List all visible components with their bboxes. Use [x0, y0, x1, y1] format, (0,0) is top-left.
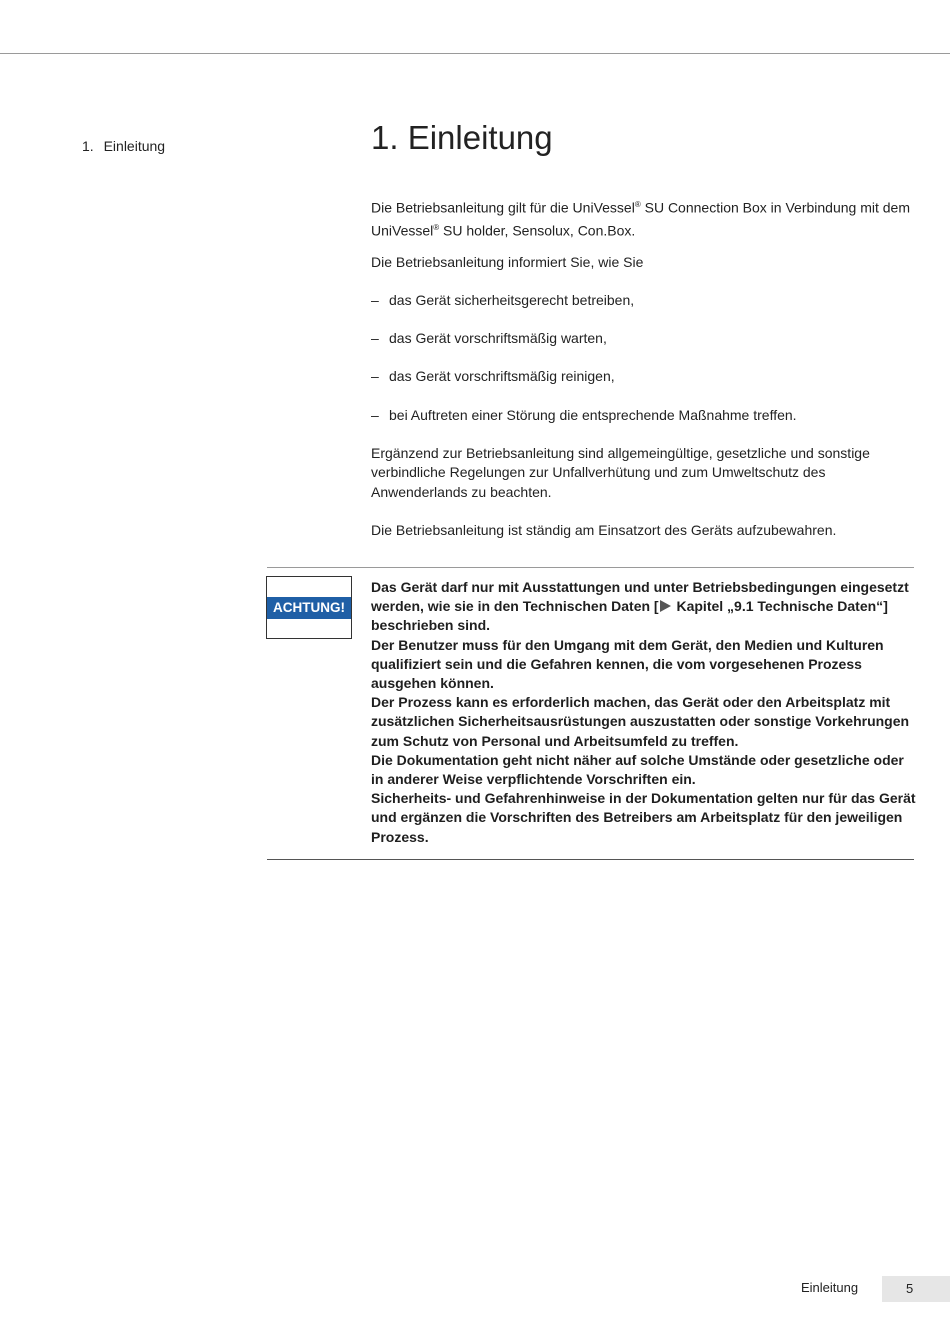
intro-text-part: SU Connection Box in Verbindung mit dem UniVessel	[371, 199, 910, 239]
bullet-dash: –	[371, 292, 379, 308]
warning-paragraph: Der Benutzer muss für den Umgang mit dem Gerät, den Medien und Kulturen qualifiziert sein und die Gefahren kennen, die vom vorgesehenen Prozess ausgehen können.	[371, 636, 884, 692]
warning-paragraph: Die Dokumentation geht nicht näher auf solche Umstände oder gesetzliche oder in anderer Weise verpflichtende Vorschriften ein.	[371, 751, 904, 788]
bullet-dash: –	[371, 368, 379, 384]
sidebar-chapter-label: Einleitung	[103, 138, 166, 154]
page-number: 5	[882, 1276, 950, 1302]
warning-text	[371, 578, 919, 847]
registered-mark: ®	[433, 222, 440, 232]
list-item-text: bei Auftreten einer Störung die entsprechende Maßnahme treffen.	[389, 407, 797, 423]
bullet-dash: –	[371, 407, 379, 423]
warning-paragraph: Der Prozess kann es erforderlich machen, das Gerät oder den Arbeitsplatz mit zusätzlichen Sicherheitsausrüstungen auszustatten oder sonstige Vorkehrungen zum Schutz von Personal und Arbeitsumfeld zu treffen.	[371, 694, 910, 749]
intro-paragraph-scope	[371, 195, 916, 241]
footer-section-label: Einleitung	[801, 1280, 859, 1295]
bullet-dash: –	[371, 330, 379, 346]
cross-reference-link[interactable]: Kapitel „9.1 Technische Daten“	[676, 598, 884, 615]
intro-text-part: SU holder, Sensolux, Con.Box.	[439, 222, 636, 239]
warning-paragraph	[371, 578, 919, 636]
list-item-text: das Gerät sicherheitsgerecht betreiben,	[389, 292, 635, 308]
warning-text-part: Das Gerät darf nur mit Ausstattungen und unter Betriebsbedingungen eingesetzt werden, wie sie in den Technischen Daten [	[371, 579, 909, 615]
list-item	[371, 367, 916, 386]
registered-mark: ®	[634, 200, 641, 209]
cross-reference-arrow-icon	[660, 600, 671, 612]
list-item	[371, 406, 916, 425]
sidebar-chapter-number: 1.	[82, 138, 94, 154]
header-rule	[0, 53, 950, 54]
warning-rule-top	[267, 567, 914, 568]
warning-paragraph: Sicherheits- und Gefahrenhinweise in der Dokumentation gelten nur für das Gerät und ergänzen die Vorschriften des Betreibers am Arbeitsplatz für den jeweiligen Prozess.	[371, 790, 916, 845]
sidebar-chapter-marker	[82, 138, 165, 154]
list-item-text: das Gerät vorschriftsmäßig reinigen,	[389, 368, 615, 384]
intro-paragraph-regulations: Ergänzend zur Betriebsanleitung sind allgemeingültige, gesetzliche und sonstige verbindliche Regelungen zur Unfallverhütung und zum Umweltschutz des Anwenderlands zu beachten.	[371, 445, 870, 500]
list-item-text: das Gerät vorschriftsmäßig warten,	[389, 330, 607, 346]
list-item	[371, 329, 916, 348]
intro-paragraph-informs: Die Betriebsanleitung informiert Sie, wie Sie	[371, 254, 644, 270]
intro-text-part: Die Betriebsanleitung gilt für die UniVessel	[371, 199, 635, 216]
warning-badge: ACHTUNG!	[267, 597, 351, 619]
list-item	[371, 291, 916, 310]
warning-text-part: ] beschrieben sind.	[371, 598, 888, 634]
warning-badge-frame	[266, 576, 352, 639]
warning-rule-bottom	[267, 859, 914, 860]
page-title: 1. Einleitung	[371, 119, 553, 156]
intro-paragraph-storage: Die Betriebsanleitung ist ständig am Einsatzort des Geräts aufzubewahren.	[371, 522, 837, 538]
